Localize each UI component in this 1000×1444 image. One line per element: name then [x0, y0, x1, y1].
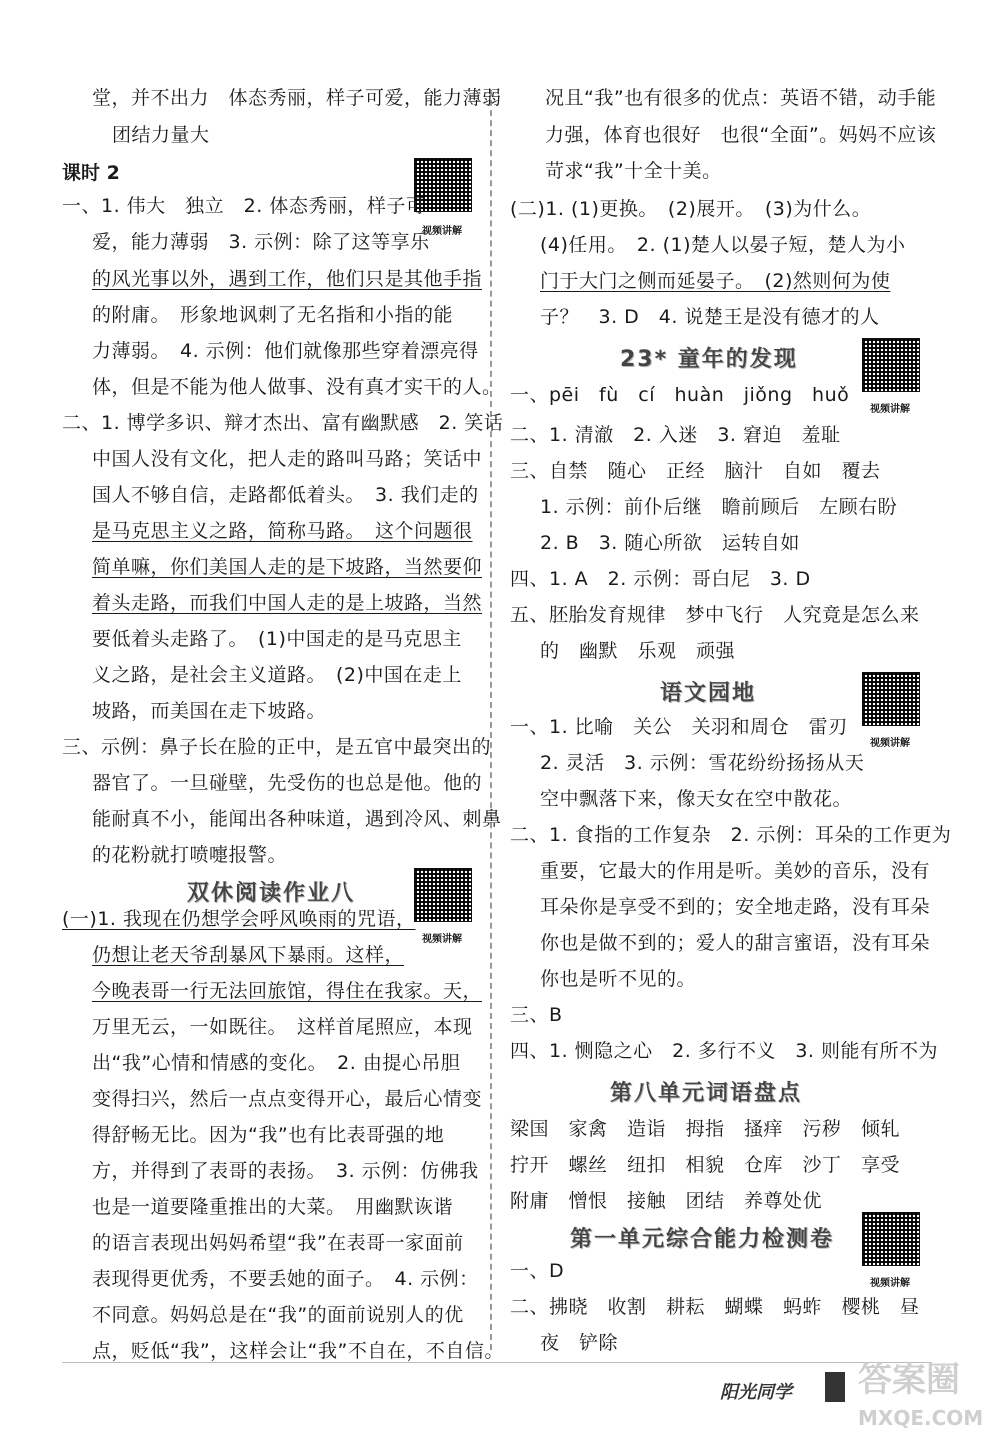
unit-1-test-title: 第一单元综合能力检测卷: [570, 1227, 835, 1252]
reading-line: 仍想让老天爷刮暴风下暴雨。这样，: [92, 944, 405, 966]
s2-line: 义之路，是社会主义道路。 (2)中国在走上: [92, 664, 462, 686]
cont-line: 力强，体育也很好 也很“全面”。妈妈不应该: [545, 124, 937, 146]
s2-line: 二、1. 博学多识、辩才杰出、富有幽默感 2. 笑话: [62, 412, 504, 434]
l23-line: 1. 示例：前仆后继 瞻前顾后 左顾右盼: [540, 496, 898, 518]
s3-line: 器官了。一旦碰壁，先受伤的也总是他。他的: [92, 772, 483, 794]
qr-code-icon[interactable]: [862, 672, 920, 726]
reading-line: 变得扫兴，然后一点点变得开心，最后心情变: [92, 1088, 483, 1110]
qr-label: 视频讲解: [870, 738, 910, 749]
reading-line: (一)1. 我现在仍想学会呼风唤雨的咒语，: [62, 908, 416, 930]
garden-line: 四、1. 恻隐之心 2. 多行不义 3. 则能有所不为: [510, 1040, 939, 1062]
lesson-23-title: 23* 童年的发现: [620, 347, 798, 372]
reading-line: 表现得更优秀，不要丢她的面子。 4. 示例：: [92, 1268, 479, 1290]
l23-line: 2. B 3. 随心所欲 运转自如: [540, 532, 800, 554]
garden-line: 二、1. 食指的工作复杂 2. 示例：耳朵的工作更为: [510, 824, 952, 846]
watermark-url: MXQE.COM: [858, 1406, 984, 1430]
reading-line: 方，并得到了表哥的表扬。 3. 示例：仿佛我: [92, 1160, 479, 1182]
unit-8-vocab-title: 第八单元词语盘点: [610, 1081, 803, 1106]
s2-line: 是马克思主义之路，简称马路。 这个问题很: [92, 520, 473, 542]
garden-line: 2. 灵活 3. 示例：雪花纷纷扬扬从天: [540, 752, 865, 774]
lesson-2-title: 课时 2: [62, 162, 120, 184]
cont-line: 况且“我”也有很多的优点：英语不错，动手能: [545, 87, 937, 109]
watermark-logo: 答案圈: [858, 1360, 960, 1400]
qr-code-icon[interactable]: [862, 1212, 920, 1266]
test-line: 夜 铲除: [540, 1332, 619, 1354]
l23-line: 一、pēi fù cí huàn jiǒng huǒ: [510, 384, 850, 406]
s1-line: 一、1. 伟大 独立 2. 体态秀丽，样子可: [62, 195, 426, 217]
vocab-line: 附庸 憎恨 接触 团结 养尊处优: [510, 1190, 823, 1212]
s1-line: 的附庸。 形象地讽刺了无名指和小指的能: [92, 304, 454, 326]
part2-line: 子？ 3. D 4. 说楚王是没有德才的人: [540, 306, 880, 328]
reading-line: 万里无云，一如既往。 这样首尾照应，本现: [92, 1016, 473, 1038]
test-line: 二、拂晓 收割 耕耘 蝴蝶 蚂蚱 樱桃 昼: [510, 1296, 920, 1318]
garden-line: 你也是做不到的；爱人的甜言蜜语，没有耳朵: [540, 932, 931, 954]
s2-line: 国人不够自信，走路都低着头。 3. 我们走的: [92, 484, 479, 506]
cont-line: 苛求“我”十全十美。: [545, 160, 722, 182]
reading-line: 不同意。妈妈总是在“我”的面前说别人的优: [92, 1304, 464, 1326]
l23-line: 五、胚胎发育规律 梦中飞行 人究竟是怎么来: [510, 604, 920, 626]
reading-line: 也是一道要隆重推出的大菜。 用幽默诙谐: [92, 1196, 454, 1218]
part2-line: (4)任用。 2. (1)楚人以晏子短，楚人为小: [540, 234, 906, 256]
qr-label: 视频讲解: [870, 1278, 910, 1289]
part2-line: 门于大门之侧而延晏子。 (2)然则何为使: [540, 270, 891, 292]
vocab-line: 梁国 家禽 造诣 拇指 搔痒 污秽 倾轧: [510, 1118, 901, 1140]
s2-line: 要低着头走路了。 (1)中国走的是马克思主: [92, 628, 462, 650]
s2-line: 着头走路，而我们中国人走的是上坡路，当然: [92, 592, 483, 614]
s2-line: 中国人没有文化，把人走的路叫马路；笑话中: [92, 448, 483, 470]
s3-line: 的花粉就打喷嚏报警。: [92, 844, 288, 866]
vocab-line: 拧开 螺丝 纽扣 相貌 仓库 沙丁 享受: [510, 1154, 901, 1176]
garden-line: 一、1. 比喻 关公 关羽和周仓 雷刃: [510, 716, 848, 738]
garden-line: 你也是听不见的。: [540, 968, 697, 990]
qr-label: 视频讲解: [870, 404, 910, 415]
part2-line: (二)1. (1)更换。 (2)展开。 (3)为什么。: [510, 198, 872, 220]
s1-line: 体，但是不能为他人做事、没有真才实干的人。: [92, 376, 502, 398]
qr-label: 视频讲解: [422, 226, 462, 237]
reading-line: 得舒畅无比。因为“我”也有比表哥强的地: [92, 1124, 445, 1146]
garden-line: 三、B: [510, 1004, 563, 1026]
intro-line-1: 堂，并不出力 体态秀丽，样子可爱，能力薄弱: [92, 87, 502, 109]
s1-line: 力薄弱。 4. 示例：他们就像那些穿着漂亮得: [92, 340, 479, 362]
l23-line: 的 幽默 乐观 顽强: [540, 640, 736, 662]
qr-code-icon[interactable]: [862, 338, 920, 392]
garden-line: 耳朵你是享受不到的；安全地走路，没有耳朵: [540, 896, 931, 918]
intro-line-2: 团结力量大: [112, 124, 210, 146]
reading-homework-title: 双休阅读作业八: [187, 881, 356, 906]
l23-line: 四、1. A 2. 示例：哥白尼 3. D: [510, 568, 811, 590]
qr-code-icon[interactable]: [414, 868, 472, 922]
s2-line: 坡路，而美国在走下坡路。: [92, 700, 327, 722]
chinese-garden-title: 语文园地: [660, 681, 757, 706]
garden-line: 空中飘落下来，像天女在空中散花。: [540, 788, 853, 810]
brand-logo: 阳光同学: [720, 1382, 792, 1403]
column-divider: [490, 90, 492, 1350]
reading-line: 的语言表现出妈妈希望“我”在表哥一家面前: [92, 1232, 464, 1254]
reading-line: 今晚表哥一行无法回旅馆，得住在我家。天，: [92, 980, 483, 1002]
garden-line: 重要，它最大的作用是听。美妙的音乐，没有: [540, 860, 931, 882]
l23-line: 二、1. 清澈 2. 入迷 3. 窘迫 羞耻: [510, 424, 841, 446]
s2-line: 简单嘛，你们美国人走的是下坡路，当然要仰: [92, 556, 483, 578]
l23-line: 三、自禁 随心 正经 脑汁 自如 覆去: [510, 460, 881, 482]
test-line: 一、D: [510, 1260, 565, 1282]
reading-line: 点，贬低“我”，这样会让“我”不自在，不自信。: [92, 1340, 504, 1362]
page-number-tab: [825, 1372, 845, 1402]
footer-rule: [62, 1362, 932, 1363]
s1-line: 的风光事以外，遇到工作，他们只是其他手指: [92, 268, 483, 290]
s1-line: 爱，能力薄弱 3. 示例：除了这等享乐: [92, 231, 430, 253]
reading-line: 出“我”心情和情感的变化。 2. 由提心吊胆: [92, 1052, 461, 1074]
s3-line: 能耐真不小，能闻出各种味道，遇到冷风、刺鼻: [92, 808, 502, 830]
s3-line: 三、示例：鼻子长在脸的正中，是五官中最突出的: [62, 736, 492, 758]
qr-label: 视频讲解: [422, 934, 462, 945]
